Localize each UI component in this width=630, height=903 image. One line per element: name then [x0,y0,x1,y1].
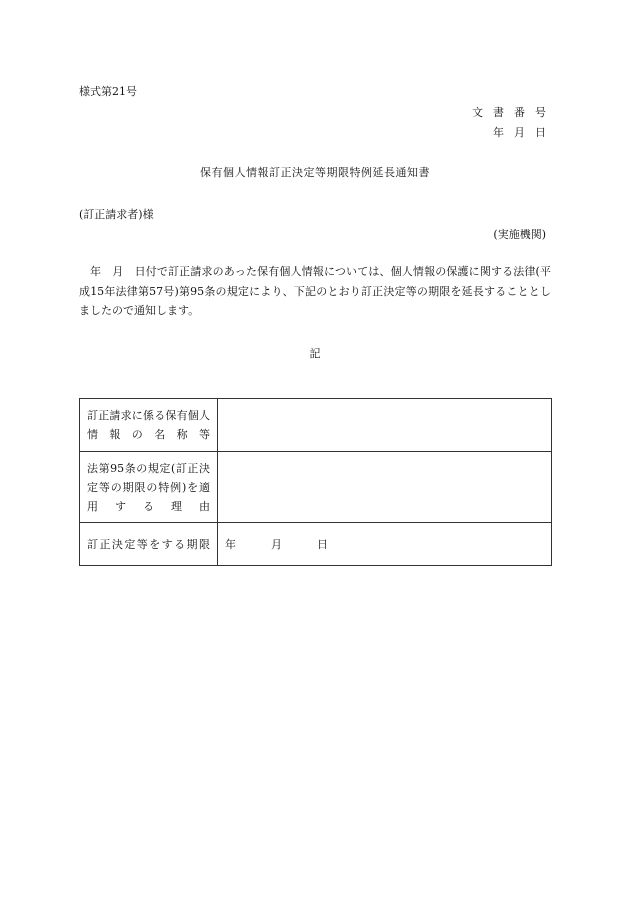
info-table [79,398,552,566]
row-value-deadline [218,523,552,566]
table-row [80,452,552,523]
document-date-label: 年月日 [493,126,556,139]
addressee: (訂正請求者)様 [79,208,154,221]
row-label-info-name: 訂正請求に係る保有個人情報の名称等 [80,399,218,452]
document-number-label: 文書番号 [472,106,556,119]
body-paragraph: 年 月 日付で訂正請求のあった保有個人情報については、個人情報の保護に関する法律(平成15年法律第57号)第95条の規定により、下記のとおり訂正決定等の期限を延長することとしましたので通知します。 [79,265,551,317]
table-row [80,399,552,452]
form-number: 様式第21号 [79,85,137,98]
row-value-reason [218,452,552,523]
ki-heading: 記 [309,347,321,360]
row-value-info-name [218,399,552,452]
table-row [80,523,552,566]
issuing-agency: (実施機関) [493,228,546,241]
row-label-reason: 法第95条の規定(訂正決定等の期限の特例)を適用する理由 [80,452,218,523]
document-title: 保有個人情報訂正決定等期限特例延長通知書 [200,166,430,179]
deadline-day: 日 [317,538,328,551]
deadline-year: 年 [225,538,236,551]
row-label-deadline: 訂正決定等をする期限 [80,523,218,566]
deadline-month: 月 [271,538,282,551]
